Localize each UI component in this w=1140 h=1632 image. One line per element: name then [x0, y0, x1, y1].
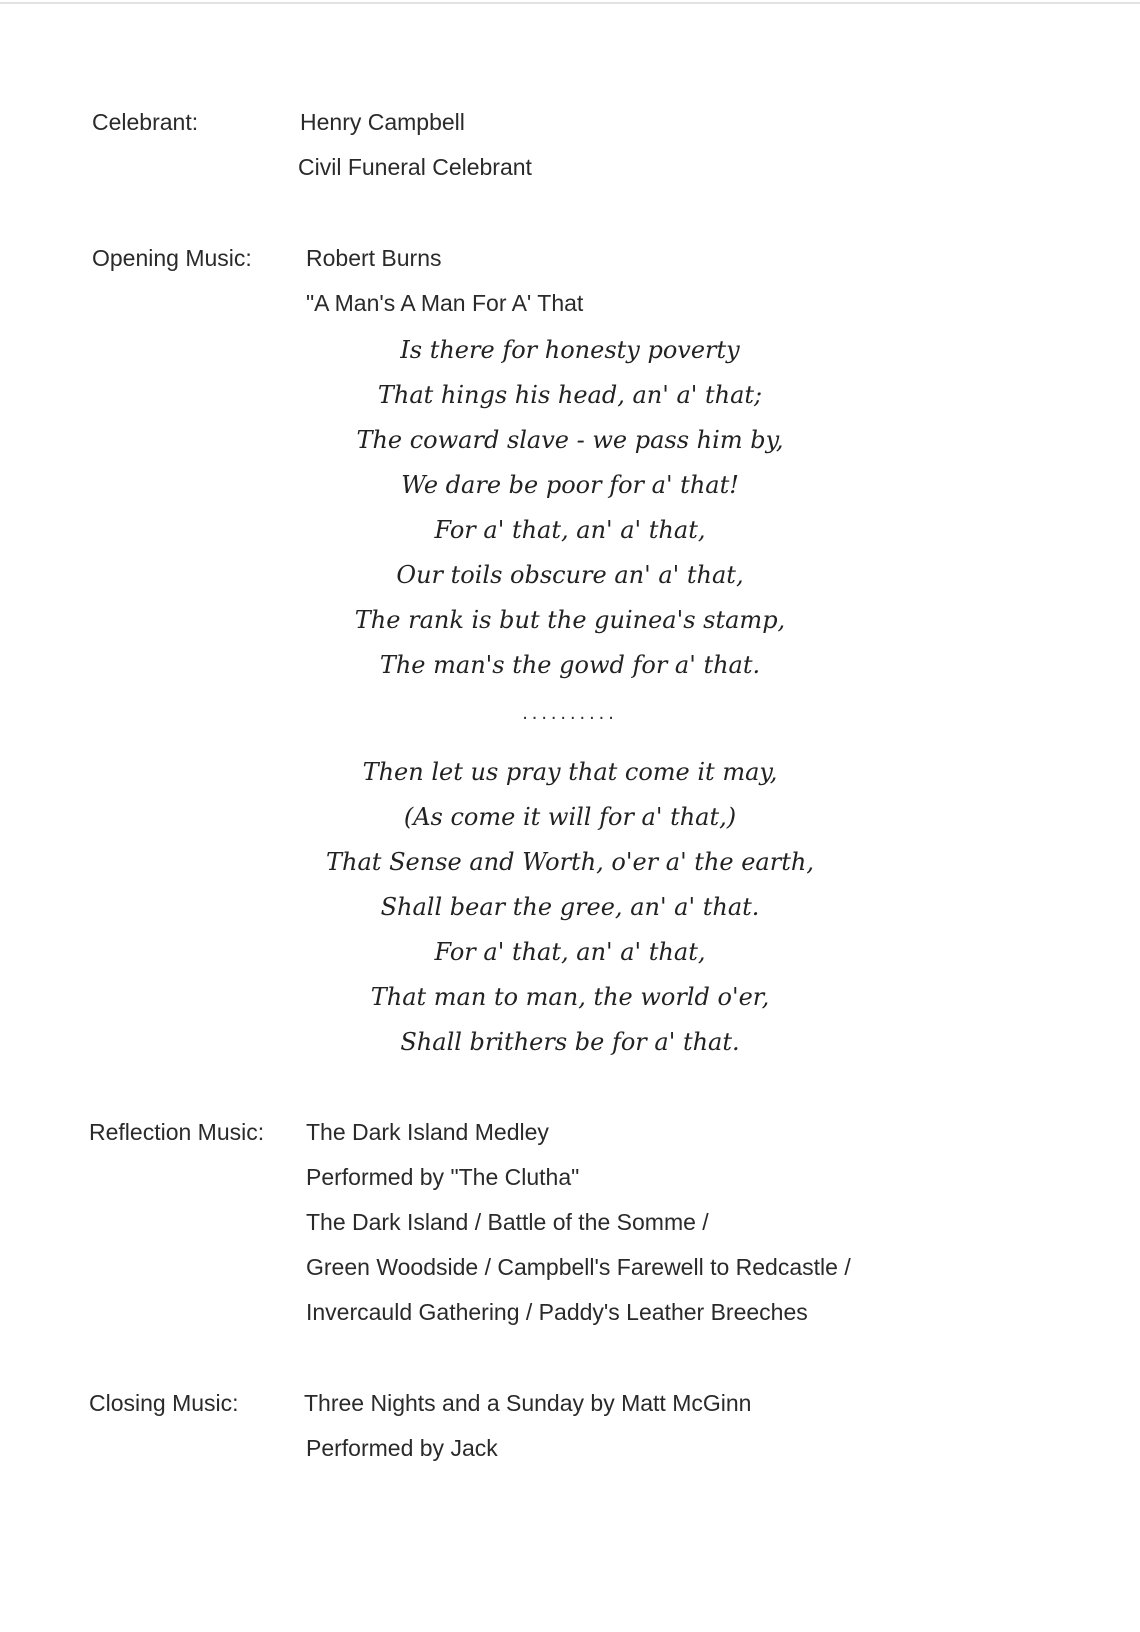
celebrant-label: Celebrant: [92, 109, 199, 135]
top-edge-rule [0, 2, 1140, 4]
poem-line: The rank is but the guinea's stamp, [354, 606, 786, 634]
poem-line: The man's the gowd for a' that. [379, 651, 761, 679]
poem-line: That Sense and Worth, o'er a' the earth, [326, 848, 814, 876]
poem-line: For a' that, an' a' that, [434, 938, 706, 966]
poem-line: That man to man, the world o'er, [370, 983, 770, 1011]
closing-music-label: Closing Music: [89, 1390, 239, 1416]
poem-line: Then let us pray that come it may, [362, 758, 778, 786]
closing-music-title: Three Nights and a Sunday by Matt McGinn [304, 1390, 752, 1416]
reflection-music-tracks-2: Green Woodside / Campbell's Farewell to Redcastle / [306, 1254, 851, 1280]
poem-line: For a' that, an' a' that, [434, 516, 706, 544]
celebrant-name: Henry Campbell [300, 109, 465, 135]
celebrant-title: Civil Funeral Celebrant [298, 154, 532, 180]
poem-line: Our toils obscure an' a' that, [396, 561, 744, 589]
poem-line: Shall brithers be for a' that. [400, 1028, 740, 1056]
reflection-music-tracks-1: The Dark Island / Battle of the Somme / [306, 1209, 709, 1235]
poem-line: Shall bear the gree, an' a' that. [380, 893, 760, 921]
closing-music-performer: Performed by Jack [306, 1435, 498, 1461]
opening-music-title: "A Man's A Man For A' That [306, 290, 584, 316]
reflection-music-performer: Performed by "The Clutha" [306, 1164, 580, 1190]
poem-line: We dare be poor for a' that! [401, 471, 739, 499]
reflection-music-tracks-3: Invercauld Gathering / Paddy's Leather Breeches [306, 1299, 808, 1325]
opening-music-label: Opening Music: [92, 245, 252, 271]
verse-separator: .......... [522, 702, 618, 724]
opening-music-artist: Robert Burns [306, 245, 442, 271]
poem-line: Is there for honesty poverty [400, 336, 740, 364]
poem-verse-1 [300, 328, 840, 688]
poem-verse-2 [300, 750, 840, 1065]
reflection-music-label: Reflection Music: [89, 1119, 265, 1145]
poem-line: (As come it will for a' that,) [403, 803, 737, 831]
reflection-music-title: The Dark Island Medley [306, 1119, 549, 1145]
poem-line: That hings his head, an' a' that; [377, 381, 763, 409]
poem-line: The coward slave - we pass him by, [356, 426, 784, 454]
